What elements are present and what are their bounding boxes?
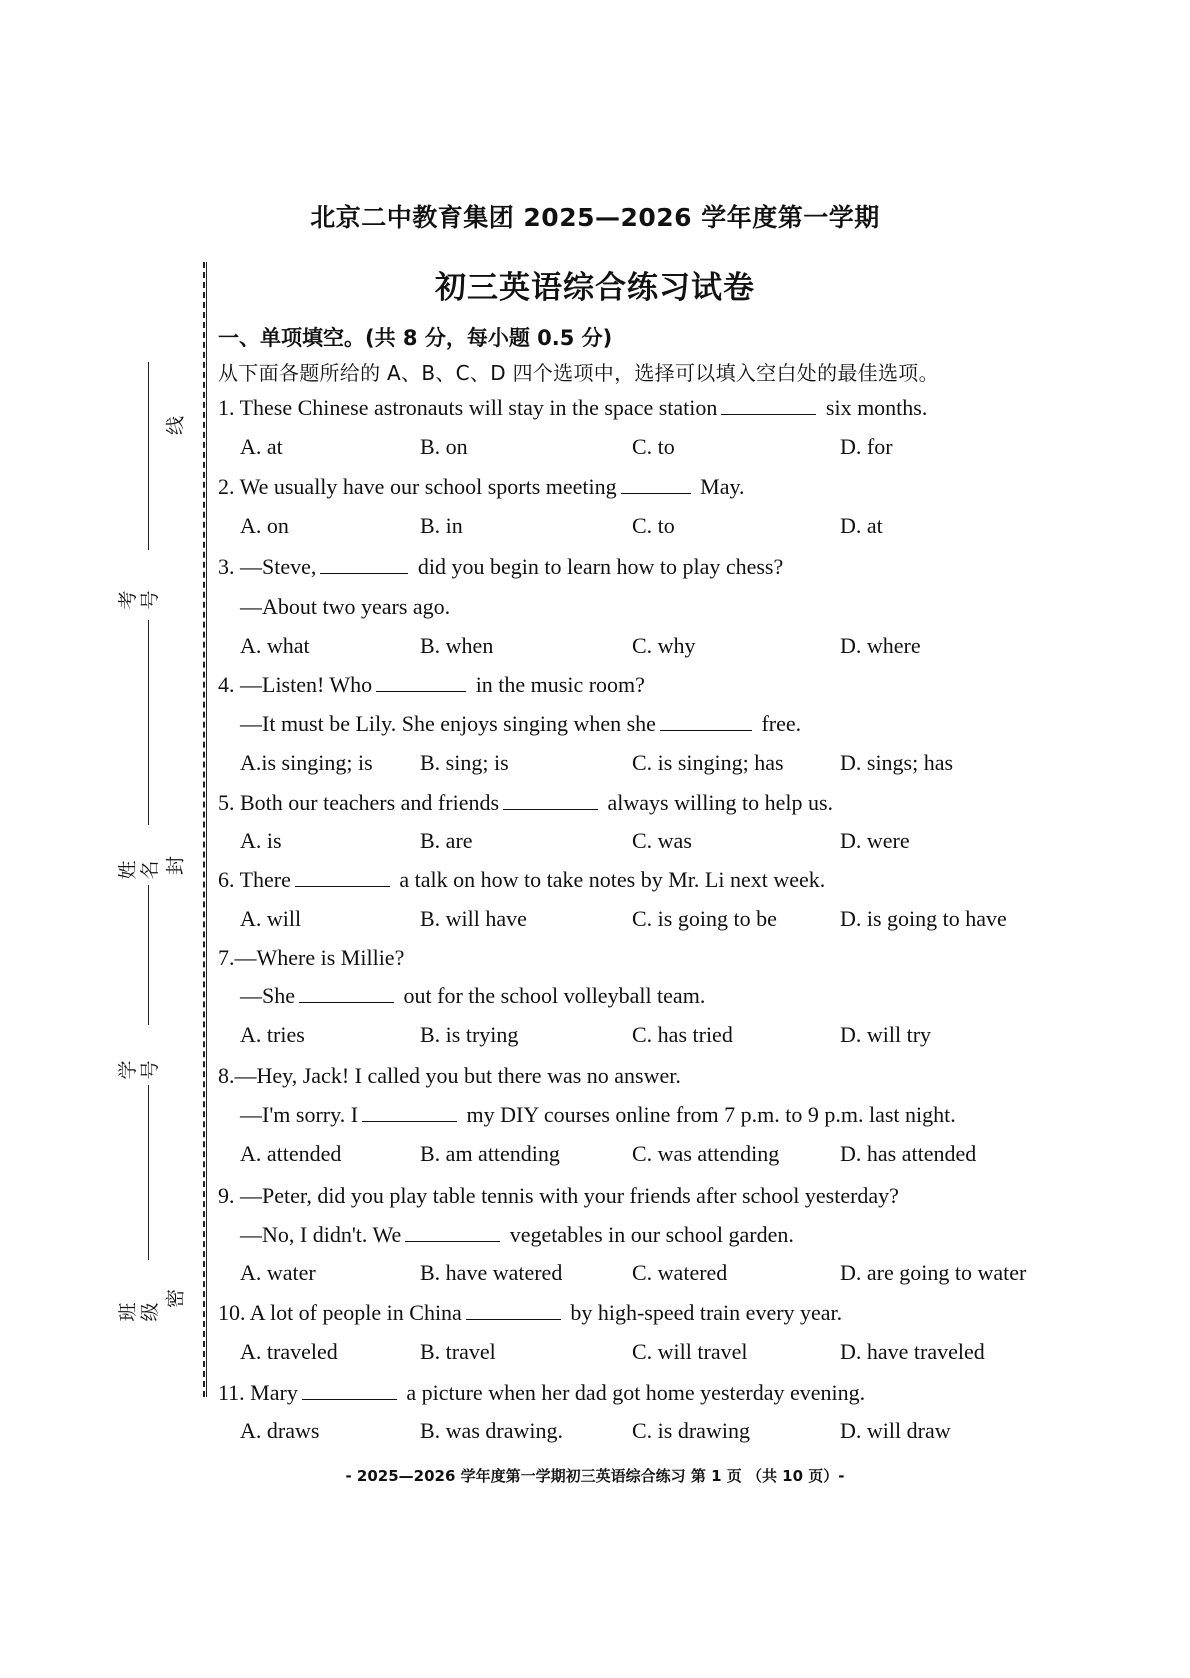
question-8-line: [218, 1063, 681, 1089]
question-text: —I'm sorry. I: [240, 1102, 359, 1127]
question-text: six months.: [820, 395, 928, 420]
question-7-option-a: A. tries: [240, 1022, 305, 1047]
question-2-option-a: A. on: [240, 513, 289, 538]
seal-char-seal: 封: [164, 856, 187, 876]
question-text: my DIY courses online from 7 p.m. to 9 p.m. last night.: [461, 1102, 956, 1127]
question-7-option-d: D. will try: [840, 1022, 932, 1047]
question-text: —It must be Lily. She enjoys singing when she: [240, 711, 656, 736]
question-1-option-a: A. at: [240, 434, 283, 459]
seal-char-secret: 密: [164, 1289, 187, 1309]
question-4-option-d: D. sings; has: [840, 750, 954, 775]
question-text: —She: [240, 983, 295, 1008]
question-11-option-c: C. is drawing: [632, 1418, 750, 1443]
seal-char-line: 线: [164, 416, 187, 436]
question-text: vegetables in our school garden.: [504, 1222, 794, 1247]
question-text: 11. Mary: [218, 1380, 298, 1405]
question-text: free.: [755, 711, 802, 736]
question-text: did you begin to learn how to play chess?: [412, 554, 784, 579]
question-8-option-a: A. attended: [240, 1141, 342, 1166]
question-3-option-b: B. when: [420, 633, 494, 658]
answer-blank: [320, 555, 408, 574]
question-text: 7.—Where is Millie?: [218, 945, 405, 970]
question-1-option-b: B. on: [420, 434, 468, 459]
question-1-option-c: C. to: [632, 434, 675, 459]
question-text: 3. —Steve,: [218, 554, 317, 579]
question-9-option-d: D. are going to water: [840, 1260, 1027, 1285]
question-8-option-d: D. has attended: [840, 1141, 977, 1166]
question-text: 5. Both our teachers and friends: [218, 790, 500, 815]
answer-blank: [302, 1381, 397, 1400]
answer-blank: [295, 868, 390, 887]
question-text: out for the school volleyball team.: [398, 983, 706, 1008]
question-11-option-a: A. draws: [240, 1418, 320, 1443]
question-8-line: [240, 1102, 956, 1128]
question-9-line: [240, 1222, 794, 1248]
question-10-option-d: D. have traveled: [840, 1339, 985, 1364]
question-2-option-d: D. at: [840, 513, 883, 538]
question-text: in the music room?: [470, 672, 645, 697]
question-4-line: [240, 711, 801, 737]
question-5-option-d: D. were: [840, 828, 910, 853]
question-5-option-a: A. is: [240, 828, 282, 853]
question-6-option-a: A. will: [240, 906, 302, 931]
question-3-option-d: D. where: [840, 633, 921, 658]
exam-title-line2: 初三英语综合练习试卷: [435, 270, 755, 306]
answer-blank: [466, 1301, 561, 1320]
question-7-option-b: B. is trying: [420, 1022, 519, 1047]
answer-blank: [503, 791, 598, 810]
question-9-line: [218, 1183, 899, 1209]
question-6-line: [218, 867, 825, 893]
question-11-option-d: D. will draw: [840, 1418, 951, 1443]
question-5-option-c: C. was: [632, 828, 692, 853]
page-footer: - 2025—2026 学年度第一学期初三英语综合练习 第 1 页 （共 10 页）-: [345, 1467, 845, 1485]
question-text: —No, I didn't. We: [240, 1222, 402, 1247]
question-5-option-b: B. are: [420, 828, 473, 853]
answer-blank: [405, 1223, 500, 1242]
question-4-option-b: B. sing; is: [420, 750, 509, 775]
question-8-option-c: C. was attending: [632, 1141, 780, 1166]
question-10-option-c: C. will travel: [632, 1339, 748, 1364]
answer-blank: [362, 1103, 457, 1122]
field-label-student-id: 学号: [117, 1060, 161, 1080]
question-text: a talk on how to take notes by Mr. Li next week.: [393, 867, 826, 892]
question-8-option-b: B. am attending: [420, 1141, 560, 1166]
question-text: 9. —Peter, did you play table tennis with your friends after school yesterday?: [218, 1183, 899, 1208]
answer-blank: [721, 396, 816, 415]
question-text: May.: [694, 474, 745, 499]
question-6-option-d: D. is going to have: [840, 906, 1007, 931]
question-3-line: [240, 594, 450, 620]
question-4-option-c: C. is singing; has: [632, 750, 784, 775]
question-text: 8.—Hey, Jack! I called you but there was no answer.: [218, 1063, 681, 1088]
question-text: 1. These Chinese astronauts will stay in the space station: [218, 395, 718, 420]
question-2-option-b: B. in: [420, 513, 463, 538]
answer-blank: [299, 984, 394, 1003]
question-3-option-c: C. why: [632, 633, 696, 658]
question-7-line: [218, 945, 404, 971]
question-10-option-b: B. travel: [420, 1339, 496, 1364]
question-10-line: [218, 1300, 842, 1326]
question-7-option-c: C. has tried: [632, 1022, 733, 1047]
exam-title-line1: 北京二中教育集团 2025—2026 学年度第一学期: [310, 203, 880, 232]
question-text: always willing to help us.: [602, 790, 834, 815]
question-text: 6. There: [218, 867, 291, 892]
question-11-option-b: B. was drawing.: [420, 1418, 563, 1443]
question-6-option-b: B. will have: [420, 906, 527, 931]
question-text: by high-speed train every year.: [564, 1300, 843, 1325]
question-3-line: [218, 554, 783, 580]
question-10-option-a: A. traveled: [240, 1339, 338, 1364]
question-1-line: [218, 395, 927, 421]
question-9-option-b: B. have watered: [420, 1260, 563, 1285]
question-4-line: [218, 672, 645, 698]
question-9-option-c: C. watered: [632, 1260, 728, 1285]
question-6-option-c: C. is going to be: [632, 906, 777, 931]
question-2-option-c: C. to: [632, 513, 675, 538]
question-11-line: [218, 1380, 865, 1406]
question-1-option-d: D. for: [840, 434, 893, 459]
question-text: a picture when her dad got home yesterday evening.: [400, 1380, 866, 1405]
question-5-line: [218, 790, 833, 816]
answer-blank: [660, 712, 752, 731]
question-text: 4. —Listen! Who: [218, 672, 373, 697]
question-7-line: [240, 983, 705, 1009]
question-9-option-a: A. water: [240, 1260, 316, 1285]
section-instruction: 从下面各题所给的 A、B、C、D 四个选项中，选择可以填入空白处的最佳选项。: [218, 361, 939, 385]
field-label-name: 姓名: [117, 860, 161, 880]
question-3-option-a: A. what: [240, 633, 310, 658]
question-text: 2. We usually have our school sports meeting: [218, 474, 617, 499]
question-text: —About two years ago.: [240, 594, 451, 619]
answer-blank: [621, 475, 691, 494]
field-label-exam-number: 考号: [117, 590, 161, 610]
section-heading: 一、单项填空。(共 8 分，每小题 0.5 分): [218, 326, 613, 350]
question-4-option-a: A.is singing; is: [240, 750, 373, 775]
answer-blank: [376, 673, 466, 692]
question-text: 10. A lot of people in China: [218, 1300, 462, 1325]
question-2-line: [218, 474, 745, 500]
field-label-class: 班级: [117, 1302, 161, 1322]
